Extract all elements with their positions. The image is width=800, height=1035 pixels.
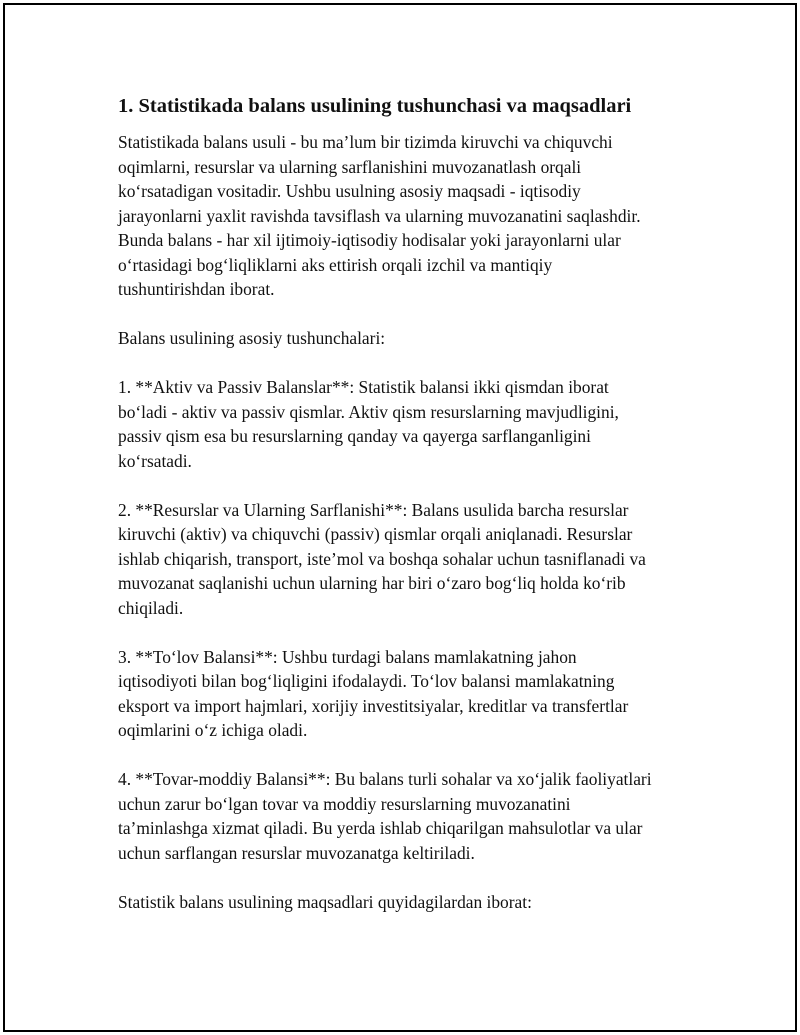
- paragraph-item-3: 3. **To‘lov Balansi**: Ushbu turdagi balans mamlakatning jahon iqtisodiyoti bilan bog‘liqligini ifodalaydi. To‘lov balansi mamlakatning eksport va import hajmlari, xorijiy investitsiyalar, kreditlar va transfertlar oqimlarini o‘z ichiga oladi.: [118, 646, 629, 740]
- paragraph-item-2: 2. **Resurslar va Ularning Sarflanishi**: Balans usulida barcha resurslar kiruvchi (aktiv) va chiquvchi (passiv) qismlar orqali aniqlanadi. Resurslar ishlab chiqarish, transport, iste’mol va boshqa sohalar uchun tasniflanadi va muvozanat saqlanishi uchun ularning har biri o‘zaro bog‘liq holda ko‘rib chiqiladi.: [118, 499, 646, 618]
- document-body: [118, 92, 698, 939]
- paragraph-goals-lead: Statistik balans usulining maqsadlari quyidagilardan iborat:: [118, 891, 532, 912]
- paragraph-concepts-lead: Balans usulining asosiy tushunchalari:: [118, 328, 386, 348]
- paragraph-item-4: 4. **Tovar-moddiy Balansi**: Bu balans turli sohalar va xo‘jalik faoliyatlari uchun zarur bo‘lgan tovar va moddiy resurslarning muvozanatini ta’minlashga xizmat qiladi. Bu yerda ishlab chiqarilgan mahsulotlar va ular uchun sarflangan resurslar muvozanatga keltiriladi.: [118, 769, 652, 863]
- paragraph-list: [118, 130, 698, 914]
- section-heading: 1. Statistikada balans usulining tushunchasi va maqsadlari: [118, 95, 632, 117]
- paragraph-item-1: 1. **Aktiv va Passiv Balanslar**: Statistik balansi ikki qismdan iborat bo‘ladi - aktiv va passiv qismlar. Aktiv qism resurslarning mavjudligini, passiv qism esa bu resurslarning qanday va qayerga sarflanganligini ko‘rsatadi.: [118, 377, 619, 471]
- paragraph-intro: Statistikada balans usuli - bu ma’lum bir tizimda kiruvchi va chiquvchi oqimlarni, resurslar va ularning sarflanishini muvozanatlash orqali ko‘rsatadigan vositadir. Ushbu usulning asosiy maqsadi - iqtisodiy jarayonlarni yaxlit ravishda tavsiflash va ularning muvozanatini saqlashdir. Bunda balans - har xil ijtimoiy-iqtisodiy hodisalar yoki jarayonlarni ular o‘rtasidagi bog‘liqliklarni aks ettirish orqali izchil va mantiqiy tushuntirishdan iborat.: [118, 132, 641, 299]
